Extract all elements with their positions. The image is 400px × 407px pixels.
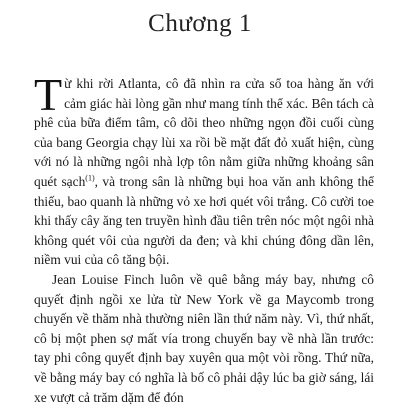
- drop-cap: T: [34, 69, 63, 120]
- paragraph-1: [34, 69, 375, 270]
- body-text: [34, 69, 375, 407]
- paragraph-1-text-a: ừ khi rời Atlanta, cô đã nhìn ra cửa sổ toa hàng ăn với cảm giác hài lòng gần như mang tính thể xác. Bên tách cà phê của bữa điểm tâm, cô dõi theo những ngọn đồi cuối cùng của bang Georgia chạy lùi xa rồi bề mặt đất đỏ xuất hiện, cùng với nó là những ngôi nhà lợp tôn nằm giữa những khoảng sân quét sạch: [34, 76, 374, 189]
- chapter-title: Chương 1: [148, 10, 252, 37]
- footnote-marker: (1): [85, 173, 95, 183]
- paragraph-2: Jean Louise Finch luôn về quê bằng máy bay, nhưng cô quyết định ngồi xe lửa từ New York về ga Maycomb trong chuyến về thăm nhà thường niên lần thứ năm này. Vì, thứ nhất, cô bị một phen sợ mất vía trong chuyến bay về nhà lần trước: tay phi công quyết định bay xuyên qua một vòi rồng. Thứ nữa, về bằng máy bay có nghĩa là bố cô phải dậy lúc ba giờ sáng, lái xe vượt cả trăm dặm để đón: [34, 271, 374, 405]
- paragraph-1-text-b: , và trong sân là những bụi hoa văn anh không thể thiếu, bao quanh là những vỏ xe hơi quét vôi trắng. Cô cười toe khi thấy cây ăng ten truyền hình đầu tiên trên nóc một ngôi nhà không quét vôi của người da đen; và khi chúng đông dần lên, niềm vui của cô tăng bội.: [34, 173, 375, 268]
